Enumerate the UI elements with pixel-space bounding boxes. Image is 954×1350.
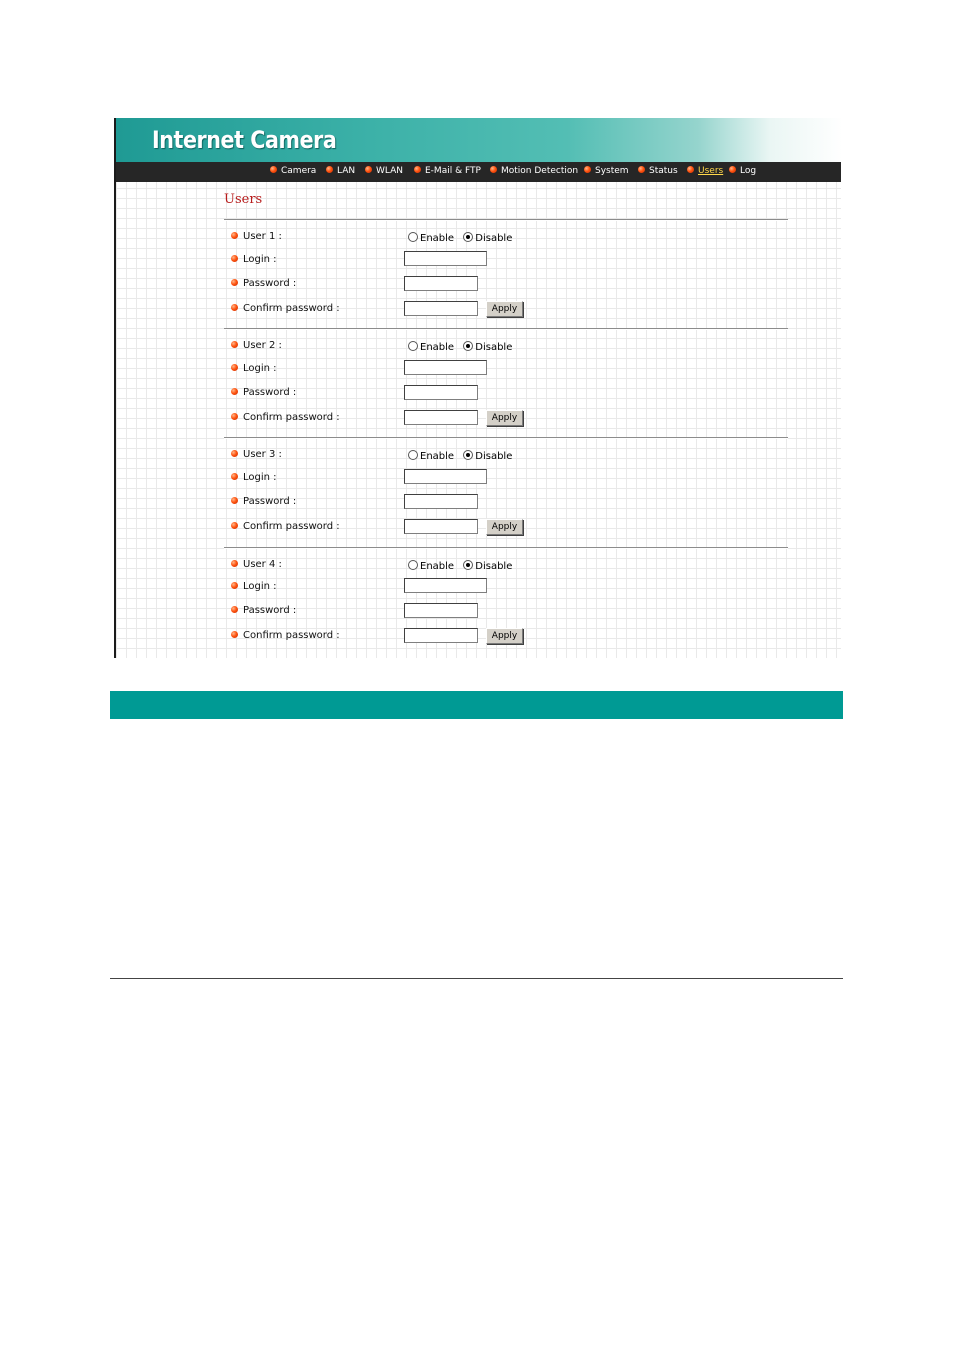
user1-login-input[interactable]	[404, 251, 487, 266]
bullet-icon	[231, 497, 238, 504]
user1-password-label: Password :	[231, 278, 296, 289]
section-divider	[224, 437, 788, 439]
user3-password-label: Password :	[231, 496, 296, 507]
nav-item-camera[interactable]: Camera	[270, 166, 316, 176]
bullet-icon	[231, 450, 238, 457]
user1-disable-radio[interactable]	[463, 232, 473, 242]
bullet-icon	[231, 279, 238, 286]
section-divider	[224, 328, 788, 330]
user3-password-input[interactable]	[404, 494, 478, 509]
user2-password-input[interactable]	[404, 385, 478, 400]
user3-login-label: Login :	[231, 472, 277, 483]
bullet-icon	[231, 631, 238, 638]
user4-label: User 4 :	[231, 559, 282, 570]
user3-confirm-input[interactable]	[404, 519, 478, 534]
user4-status-radio-group: Enable Disable	[408, 559, 518, 572]
user2-disable-radio[interactable]	[463, 341, 473, 351]
user1-status-radio-group: Enable Disable	[408, 231, 518, 244]
bullet-icon	[638, 166, 645, 173]
bullet-icon	[231, 364, 238, 371]
bullet-icon	[365, 166, 372, 173]
nav-item-log[interactable]: Log	[729, 166, 756, 176]
nav-item-email-ftp[interactable]: E-Mail & FTP	[414, 166, 481, 176]
bullet-icon	[231, 413, 238, 420]
user2-status-radio-group: Enable Disable	[408, 340, 518, 353]
bullet-icon	[490, 166, 497, 173]
user4-confirm-label: Confirm password :	[231, 630, 340, 641]
user4-disable-radio[interactable]	[463, 560, 473, 570]
header-banner	[116, 118, 841, 162]
user3-enable-radio[interactable]	[408, 450, 418, 460]
user2-label: User 2 :	[231, 340, 282, 351]
nav-bar	[116, 162, 841, 182]
nav-item-lan[interactable]: LAN	[326, 166, 355, 176]
bullet-icon	[231, 304, 238, 311]
user2-enable-radio[interactable]	[408, 341, 418, 351]
user2-password-label: Password :	[231, 387, 296, 398]
bullet-icon	[231, 582, 238, 589]
user4-password-label: Password :	[231, 605, 296, 616]
bullet-icon	[231, 388, 238, 395]
user4-login-label: Login :	[231, 581, 277, 592]
user2-login-label: Login :	[231, 363, 277, 374]
bullet-icon	[414, 166, 421, 173]
nav-item-status[interactable]: Status	[638, 166, 678, 176]
banner-title: Internet Camera	[152, 126, 337, 154]
user1-password-input[interactable]	[404, 276, 478, 291]
user1-confirm-input[interactable]	[404, 301, 478, 316]
bullet-icon	[687, 166, 694, 173]
user3-status-radio-group: Enable Disable	[408, 449, 518, 462]
user1-confirm-label: Confirm password :	[231, 303, 340, 314]
bullet-icon	[231, 255, 238, 262]
footer-divider	[110, 978, 843, 979]
user1-apply-button[interactable]: Apply	[486, 301, 523, 317]
section-divider	[224, 547, 788, 549]
user4-confirm-input[interactable]	[404, 628, 478, 643]
bullet-icon	[729, 166, 736, 173]
section-header-bar	[110, 691, 843, 719]
camera-web-ui-screenshot	[114, 118, 841, 658]
user1-enable-radio[interactable]	[408, 232, 418, 242]
user4-enable-radio[interactable]	[408, 560, 418, 570]
user4-apply-button[interactable]: Apply	[486, 628, 523, 644]
bullet-icon	[584, 166, 591, 173]
user2-login-input[interactable]	[404, 360, 487, 375]
bullet-icon	[231, 560, 238, 567]
user4-login-input[interactable]	[404, 578, 487, 593]
user1-login-label: Login :	[231, 254, 277, 265]
user3-label: User 3 :	[231, 449, 282, 460]
bullet-icon	[231, 606, 238, 613]
nav-item-wlan[interactable]: WLAN	[365, 166, 403, 176]
bullet-icon	[231, 473, 238, 480]
user1-label: User 1 :	[231, 231, 282, 242]
user3-confirm-label: Confirm password :	[231, 521, 340, 532]
user3-apply-button[interactable]: Apply	[486, 519, 523, 535]
page-title: Users	[224, 192, 263, 207]
user2-apply-button[interactable]: Apply	[486, 410, 523, 426]
nav-item-motion-detection[interactable]: Motion Detection	[490, 166, 578, 176]
user2-confirm-input[interactable]	[404, 410, 478, 425]
bullet-icon	[270, 166, 277, 173]
user3-disable-radio[interactable]	[463, 450, 473, 460]
user3-login-input[interactable]	[404, 469, 487, 484]
nav-item-users[interactable]: Users	[687, 166, 723, 176]
bullet-icon	[326, 166, 333, 173]
bullet-icon	[231, 522, 238, 529]
section-divider	[224, 219, 788, 221]
nav-item-system[interactable]: System	[584, 166, 629, 176]
user2-confirm-label: Confirm password :	[231, 412, 340, 423]
user4-password-input[interactable]	[404, 603, 478, 618]
bullet-icon	[231, 232, 238, 239]
bullet-icon	[231, 341, 238, 348]
